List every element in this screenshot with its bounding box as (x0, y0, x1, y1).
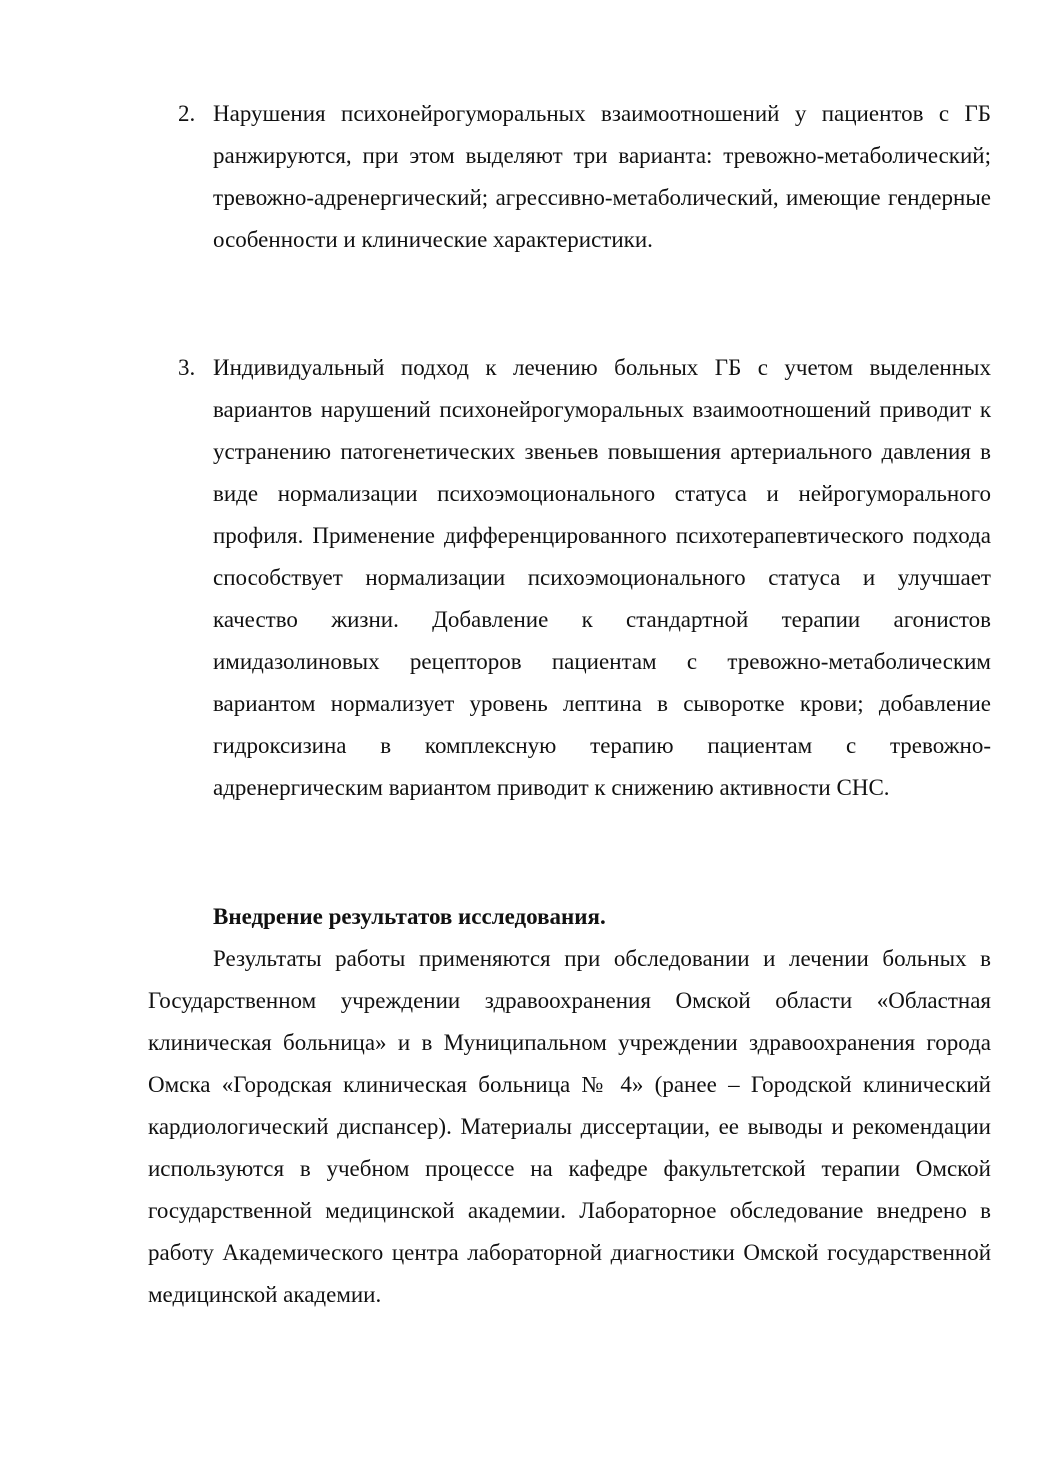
section-paragraph: Результаты работы применяются при обследовании и лечении больных в Государственном учреждении здравоохранения Омской области «Областная клиническая больница» и в Муниципальном учреждении здравоохранения города Омска «Городская клиническая больница № 4» (ранее – Городской клинический кардиологический диспансер). Материалы диссертации, ее выводы и рекомендации используются в учебном процессе на кафедре факультетской терапии Омской государственной медицинской академии. Лабораторное обследование внедрено в работу Академического центра лабораторной диагностики Омской государственной медицинской академии. (148, 946, 991, 1307)
section-heading: Внедрение результатов исследования. (213, 904, 606, 929)
list-item-number: 3. (178, 355, 196, 380)
list-item-3 (178, 347, 991, 809)
list-item-2 (178, 93, 991, 261)
list-item-text: Индивидуальный подход к лечению больных ГБ с учетом выделенных вариантов нарушений психонейрогуморальных взаимоотношений приводит к устранению патогенетических звеньев повышения артериального давления в виде нормализации психоэмоционального статуса и нейрогуморального профиля. Применение дифференцированного психотерапевтического подхода способствует нормализации психоэмоционального статуса и улучшает качество жизни. Добавление к стандартной терапии агонистов имидазолиновых рецепторов пациентам с тревожно-метаболическим вариантом нормализует уровень лептина в сыворотке крови; добавление гидроксизина в комплексную терапию пациентам с тревожно-адренергическим вариантом приводит к снижению активности СНС. (213, 355, 991, 800)
list-item-number: 2. (178, 101, 196, 126)
list-item-text: Нарушения психонейрогуморальных взаимоотношений у пациентов с ГБ ранжируются, при этом выделяют три варианта: тревожно-метаболический; тревожно-адренергический; агрессивно-метаболический, имеющие гендерные особенности и клинические характеристики. (213, 101, 991, 252)
